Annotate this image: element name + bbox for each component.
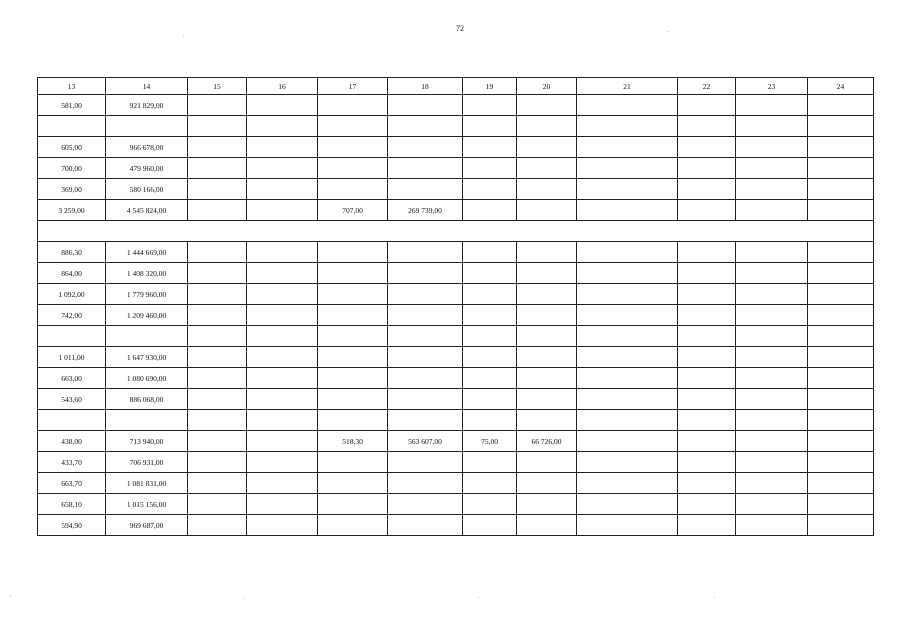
- table-cell: [388, 116, 463, 137]
- table-cell: [577, 494, 678, 515]
- table-cell: [736, 263, 808, 284]
- table-cell: 1 081 831,00: [106, 473, 188, 494]
- table-cell: [577, 263, 678, 284]
- column-header: 17: [318, 78, 388, 95]
- table-cell: [188, 410, 247, 431]
- table-row: [38, 473, 874, 494]
- scan-speck: [183, 36, 184, 37]
- table-cell: [388, 95, 463, 116]
- table-cell: [463, 473, 517, 494]
- table-cell: [188, 179, 247, 200]
- table-cell: [388, 347, 463, 368]
- table-cell: [463, 368, 517, 389]
- table-cell: [678, 137, 736, 158]
- table-cell: [247, 389, 318, 410]
- table-cell: [388, 137, 463, 158]
- table-cell: [808, 368, 874, 389]
- table-cell: 706 931,00: [106, 452, 188, 473]
- table-cell: [678, 473, 736, 494]
- table-cell: 75,00: [463, 431, 517, 452]
- table-row: [38, 179, 874, 200]
- table-cell: [577, 200, 678, 221]
- table-cell: [247, 431, 318, 452]
- column-header: 21: [577, 78, 678, 95]
- table-row: [38, 326, 874, 347]
- table-cell: [463, 263, 517, 284]
- table-cell: [388, 284, 463, 305]
- table-row: [38, 284, 874, 305]
- table-cell: [678, 494, 736, 515]
- table-cell: [678, 389, 736, 410]
- table-cell: [247, 473, 318, 494]
- scan-speck: [10, 596, 11, 597]
- table-cell: [736, 473, 808, 494]
- table-cell: [318, 284, 388, 305]
- table-cell: [577, 158, 678, 179]
- table-cell: 1 092,00: [38, 284, 106, 305]
- table-cell: [388, 242, 463, 263]
- table-cell: [517, 494, 577, 515]
- table-cell: [517, 95, 577, 116]
- table-cell: 433,70: [38, 452, 106, 473]
- table-row: [38, 200, 874, 221]
- table-cell: 921 829,00: [106, 95, 188, 116]
- table-cell: [517, 347, 577, 368]
- table-cell: [247, 410, 318, 431]
- table-cell: [106, 410, 188, 431]
- page-number: 72: [456, 24, 464, 33]
- table-cell: [577, 368, 678, 389]
- table-cell: [188, 326, 247, 347]
- table-cell: [188, 95, 247, 116]
- table-cell: [678, 431, 736, 452]
- table-cell: [318, 389, 388, 410]
- table-cell: [517, 158, 577, 179]
- table-cell: [808, 410, 874, 431]
- table-cell: [463, 242, 517, 263]
- table-cell: [463, 494, 517, 515]
- table-cell: [318, 158, 388, 179]
- column-header: 18: [388, 78, 463, 95]
- table-cell: [736, 200, 808, 221]
- table-cell: [188, 431, 247, 452]
- table-cell: 864,00: [38, 263, 106, 284]
- table-cell: [517, 305, 577, 326]
- table-cell: [388, 410, 463, 431]
- table-cell: [517, 116, 577, 137]
- column-header: 19: [463, 78, 517, 95]
- table-cell: 663,70: [38, 473, 106, 494]
- table-cell: 3 259,00: [38, 200, 106, 221]
- table-cell: [188, 452, 247, 473]
- table-cell: [247, 368, 318, 389]
- table-cell: [808, 473, 874, 494]
- table-cell: [247, 347, 318, 368]
- column-header: 24: [808, 78, 874, 95]
- table-cell: [517, 515, 577, 536]
- table-cell: [808, 515, 874, 536]
- table-cell: [188, 515, 247, 536]
- table-cell: [247, 305, 318, 326]
- data-table: [37, 77, 874, 536]
- table-cell: [388, 368, 463, 389]
- table-cell: 479 960,00: [106, 158, 188, 179]
- table-cell: [188, 263, 247, 284]
- table-cell: [736, 452, 808, 473]
- table-cell: [388, 305, 463, 326]
- scan-speck: [668, 31, 669, 32]
- table-cell: [38, 410, 106, 431]
- table-cell: [463, 200, 517, 221]
- table-cell: [808, 179, 874, 200]
- table-cell: [388, 389, 463, 410]
- table-cell: 969 687,00: [106, 515, 188, 536]
- table-cell: [318, 137, 388, 158]
- merged-cell: [38, 221, 874, 242]
- table-cell: [388, 326, 463, 347]
- table-cell: [517, 326, 577, 347]
- table-cell: [678, 347, 736, 368]
- table-cell: [188, 284, 247, 305]
- table-cell: [318, 95, 388, 116]
- table-cell: [318, 242, 388, 263]
- table-row: [38, 137, 874, 158]
- table-cell: [678, 305, 736, 326]
- table-cell: [808, 284, 874, 305]
- table-cell: [188, 200, 247, 221]
- table-row: [38, 410, 874, 431]
- table-cell: [577, 305, 678, 326]
- table-row: [38, 116, 874, 137]
- table-cell: [318, 179, 388, 200]
- column-header: 23: [736, 78, 808, 95]
- table-cell: 581,00: [38, 95, 106, 116]
- table-cell: [678, 515, 736, 536]
- table-cell: [517, 200, 577, 221]
- table-cell: [517, 368, 577, 389]
- table-cell: [577, 326, 678, 347]
- table-cell: [808, 137, 874, 158]
- table-cell: 742,00: [38, 305, 106, 326]
- table-cell: [106, 326, 188, 347]
- table-cell: [736, 389, 808, 410]
- table-cell: [808, 452, 874, 473]
- column-header: 20: [517, 78, 577, 95]
- table-cell: [388, 263, 463, 284]
- table-cell: [736, 137, 808, 158]
- table-cell: [517, 284, 577, 305]
- table-cell: [577, 242, 678, 263]
- scan-speck: [478, 597, 479, 598]
- table-cell: [38, 326, 106, 347]
- table-cell: [577, 284, 678, 305]
- column-header: 16: [247, 78, 318, 95]
- table-cell: [318, 116, 388, 137]
- table-cell: [188, 389, 247, 410]
- table-cell: [188, 473, 247, 494]
- column-header: 14: [106, 78, 188, 95]
- table-cell: 563 607,00: [388, 431, 463, 452]
- table-cell: [188, 242, 247, 263]
- table-cell: [247, 452, 318, 473]
- table-cell: [678, 95, 736, 116]
- table-cell: [463, 305, 517, 326]
- table-cell: [577, 137, 678, 158]
- table-cell: [577, 515, 678, 536]
- scan-speck: [244, 598, 245, 599]
- table-cell: [736, 515, 808, 536]
- table-cell: 1 647 930,00: [106, 347, 188, 368]
- table-cell: [577, 389, 678, 410]
- table-cell: [463, 137, 517, 158]
- table-cell: [247, 263, 318, 284]
- table-cell: [736, 95, 808, 116]
- table-cell: [736, 494, 808, 515]
- table-cell: [318, 305, 388, 326]
- table-cell: 1 015 156,00: [106, 494, 188, 515]
- table-cell: [808, 389, 874, 410]
- column-header: 13: [38, 78, 106, 95]
- table-cell: [678, 368, 736, 389]
- table-cell: [577, 431, 678, 452]
- table-cell: [247, 494, 318, 515]
- table-cell: [388, 473, 463, 494]
- table-cell: [318, 368, 388, 389]
- table-cell: [736, 326, 808, 347]
- table-cell: 707,00: [318, 200, 388, 221]
- table-cell: [808, 158, 874, 179]
- table-cell: [736, 431, 808, 452]
- table-cell: [517, 263, 577, 284]
- table-cell: 594,90: [38, 515, 106, 536]
- table-cell: [463, 515, 517, 536]
- table-cell: [247, 515, 318, 536]
- table-cell: [577, 95, 678, 116]
- table-cell: [517, 410, 577, 431]
- table-cell: 518,30: [318, 431, 388, 452]
- table-cell: [318, 263, 388, 284]
- table-cell: 1 011,00: [38, 347, 106, 368]
- table-cell: [247, 137, 318, 158]
- table-cell: [808, 431, 874, 452]
- table-cell: [577, 473, 678, 494]
- table-cell: [808, 305, 874, 326]
- table-cell: 605,00: [38, 137, 106, 158]
- scan-speck: [714, 597, 715, 598]
- table-cell: [736, 305, 808, 326]
- table-cell: [517, 473, 577, 494]
- table-cell: [736, 242, 808, 263]
- column-header: 15: [188, 78, 247, 95]
- table-cell: [577, 410, 678, 431]
- table-cell: 66 726,00: [517, 431, 577, 452]
- table-cell: [517, 137, 577, 158]
- table-cell: [106, 116, 188, 137]
- table-cell: [577, 116, 678, 137]
- table-cell: [463, 116, 517, 137]
- table-cell: [808, 494, 874, 515]
- table-row: [38, 368, 874, 389]
- table-cell: 700,00: [38, 158, 106, 179]
- table-row: [38, 263, 874, 284]
- table-cell: [388, 158, 463, 179]
- section-divider-row: [38, 221, 874, 242]
- table-cell: [678, 242, 736, 263]
- table-cell: [318, 326, 388, 347]
- table-cell: [808, 116, 874, 137]
- table-cell: [577, 179, 678, 200]
- table-row: [38, 389, 874, 410]
- table-cell: 1 779 960,00: [106, 284, 188, 305]
- table-cell: [678, 200, 736, 221]
- table-cell: [247, 200, 318, 221]
- table-cell: [678, 410, 736, 431]
- table-row: [38, 242, 874, 263]
- table-cell: [318, 473, 388, 494]
- table-cell: [247, 284, 318, 305]
- table-cell: [463, 95, 517, 116]
- table-cell: [188, 347, 247, 368]
- table-cell: [318, 347, 388, 368]
- table-cell: [318, 494, 388, 515]
- table-row: [38, 494, 874, 515]
- table-cell: 438,00: [38, 431, 106, 452]
- column-header: 22: [678, 78, 736, 95]
- table-row: [38, 347, 874, 368]
- table-cell: [678, 326, 736, 347]
- table-cell: [808, 347, 874, 368]
- table-cell: [463, 158, 517, 179]
- table-cell: 1 209 460,00: [106, 305, 188, 326]
- table-cell: [577, 452, 678, 473]
- table-cell: [247, 326, 318, 347]
- table-cell: [318, 515, 388, 536]
- table-cell: [678, 452, 736, 473]
- table-cell: 886 068,00: [106, 389, 188, 410]
- table-cell: 269 739,00: [388, 200, 463, 221]
- table-row: [38, 95, 874, 116]
- table-cell: [463, 389, 517, 410]
- table-cell: [188, 137, 247, 158]
- table-cell: 1 408 320,00: [106, 263, 188, 284]
- table-cell: 580 166,00: [106, 179, 188, 200]
- table-cell: [736, 368, 808, 389]
- table-cell: [808, 200, 874, 221]
- table-cell: [388, 515, 463, 536]
- table-cell: [517, 452, 577, 473]
- table-cell: [463, 452, 517, 473]
- table-cell: [517, 179, 577, 200]
- table-cell: [188, 158, 247, 179]
- table-cell: [247, 179, 318, 200]
- table-row: [38, 158, 874, 179]
- table-row: [38, 431, 874, 452]
- table-cell: [188, 368, 247, 389]
- header-row: [38, 78, 874, 95]
- table-cell: [463, 179, 517, 200]
- table-cell: [808, 326, 874, 347]
- table-cell: [388, 179, 463, 200]
- table-cell: [736, 179, 808, 200]
- table-row: [38, 452, 874, 473]
- table-cell: [388, 494, 463, 515]
- table-cell: [808, 242, 874, 263]
- table-cell: [318, 410, 388, 431]
- table-cell: 543,60: [38, 389, 106, 410]
- table-cell: [808, 263, 874, 284]
- table-cell: [678, 116, 736, 137]
- table-cell: [247, 158, 318, 179]
- table-row: [38, 515, 874, 536]
- table-cell: [517, 389, 577, 410]
- table-cell: [463, 410, 517, 431]
- table-cell: 4 545 824,00: [106, 200, 188, 221]
- table-cell: [736, 158, 808, 179]
- table-cell: [247, 116, 318, 137]
- table-cell: [736, 347, 808, 368]
- table-cell: 1 444 669,00: [106, 242, 188, 263]
- table-cell: [318, 452, 388, 473]
- table-cell: [38, 116, 106, 137]
- table-cell: 886,30: [38, 242, 106, 263]
- table-cell: [678, 179, 736, 200]
- table-cell: [247, 95, 318, 116]
- table-cell: [463, 326, 517, 347]
- table-cell: [388, 452, 463, 473]
- table-cell: [247, 242, 318, 263]
- table-cell: [463, 347, 517, 368]
- table-cell: [678, 158, 736, 179]
- table-cell: 966 678,00: [106, 137, 188, 158]
- table-cell: 658,10: [38, 494, 106, 515]
- table-cell: [736, 116, 808, 137]
- table-cell: [736, 410, 808, 431]
- table-cell: [188, 305, 247, 326]
- table-cell: [188, 116, 247, 137]
- table-cell: 369,00: [38, 179, 106, 200]
- table-cell: [517, 242, 577, 263]
- table-cell: [736, 284, 808, 305]
- table-cell: 663,00: [38, 368, 106, 389]
- table-cell: 713 940,00: [106, 431, 188, 452]
- table-cell: [808, 95, 874, 116]
- table-row: [38, 305, 874, 326]
- table-cell: [577, 347, 678, 368]
- table-cell: [463, 284, 517, 305]
- table-cell: 1 080 690,00: [106, 368, 188, 389]
- table-cell: [678, 284, 736, 305]
- table-cell: [678, 263, 736, 284]
- table-cell: [188, 494, 247, 515]
